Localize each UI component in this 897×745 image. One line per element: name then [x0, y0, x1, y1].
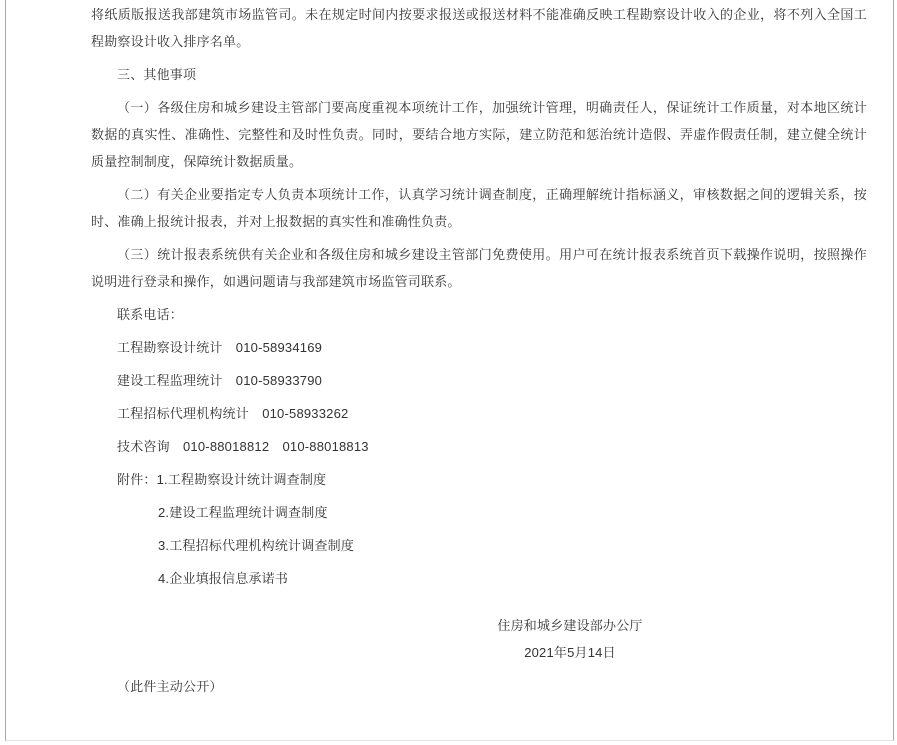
signature-date: 2021年5月14日: [524, 645, 616, 660]
signature-org: 住房和城乡建设部办公厅: [497, 618, 643, 633]
contact-line-tech-support: 技术咨询 010-88018812 010-88018813: [117, 439, 369, 454]
paragraph-intro-tail: 将纸质版报送我部建筑市场监管司。未在规定时间内按要求报送或报送材料不能准确反映工程勘察设计收入的企业，将不列入全国工程勘察设计收入排序名单。: [91, 7, 867, 49]
document-page: [5, 0, 894, 741]
contact-line-bidding-agency: 工程招标代理机构统计 010-58933262: [117, 406, 349, 421]
section-heading: 三、其他事项: [117, 67, 197, 82]
contact-label: 联系电话：: [117, 307, 184, 322]
signature-block: [273, 612, 867, 666]
paragraph-item-2: （二）有关企业要指定专人负责本项统计工作，认真学习统计调查制度，正确理解统计指标涵义，审核数据之间的逻辑关系，按时、准确上报统计报表，并对上报数据的真实性和准确性负责。: [91, 187, 867, 229]
attachment-item-3: 3.工程招标代理机构统计调查制度: [158, 538, 355, 553]
contact-line-survey-design: 工程勘察设计统计 010-58934169: [117, 340, 323, 355]
paragraph-item-3: （三）统计报表系统供有关企业和各级住房和城乡建设主管部门免费使用。用户可在统计报表系统首页下载操作说明，按照操作说明进行登录和操作，如遇问题请与我部建筑市场监管司联系。: [91, 247, 867, 289]
attachment-item-4: 4.企业填报信息承诺书: [158, 571, 289, 586]
disclosure-note: （此件主动公开）: [117, 679, 223, 694]
attachment-item-2: 2.建设工程监理统计调查制度: [158, 505, 328, 520]
contact-line-supervision: 建设工程监理统计 010-58933790: [117, 373, 323, 388]
paragraph-item-1: （一）各级住房和城乡建设主管部门要高度重视本项统计工作，加强统计管理，明确责任人，保证统计工作质量，对本地区统计数据的真实性、准确性、完整性和及时性负责。同时，要结合地方实际，建立防范和惩治统计造假、弄虚作假责任制，建立健全统计质量控制制度，保障统计数据质量。: [91, 100, 867, 169]
attachment-item-1: 附件：1.工程勘察设计统计调查制度: [117, 472, 327, 487]
